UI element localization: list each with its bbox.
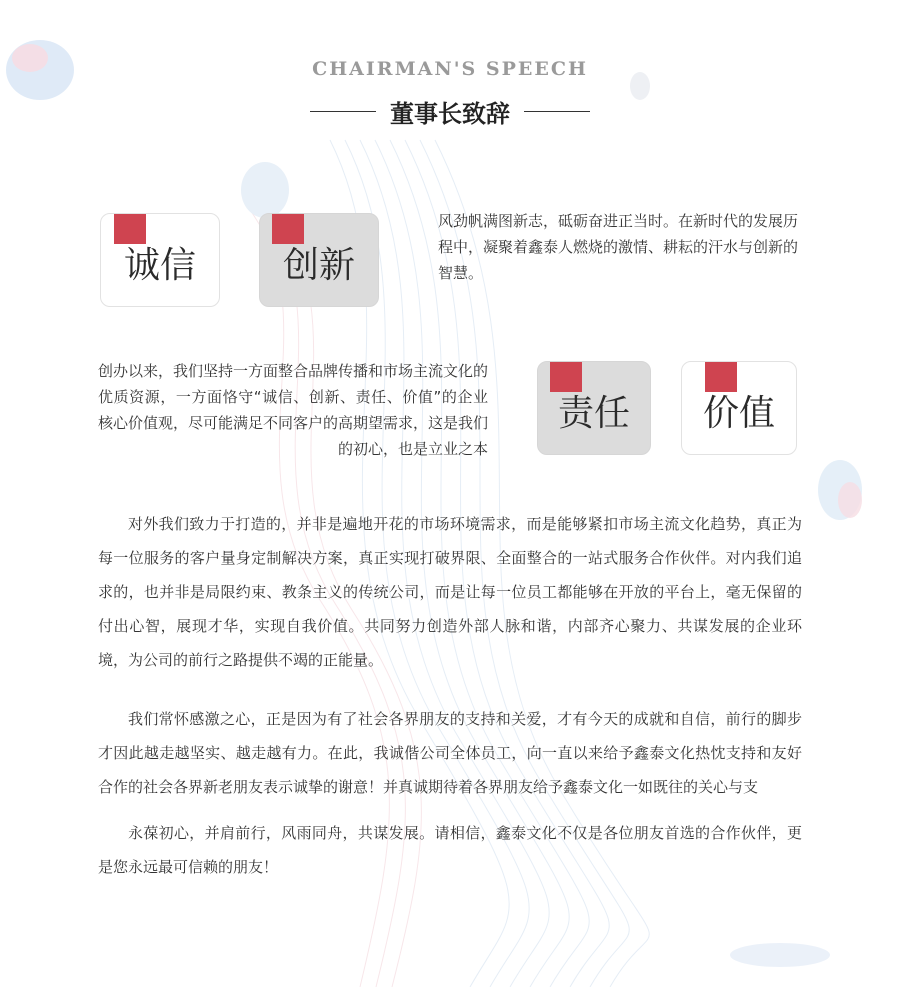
title-rule-right — [524, 111, 590, 112]
chinese-title: 董事长致辞 — [390, 100, 510, 128]
value-card-responsibility — [537, 361, 651, 455]
value-card-integrity — [100, 213, 220, 307]
page-header — [0, 58, 900, 129]
title-rule-left — [310, 111, 376, 112]
value-card-value — [681, 361, 797, 455]
mission-text: 创办以来，我们坚持一方面整合品牌传播和市场主流文化的优质资源，一方面恪守“诚信、创新、责任、价值”的企业核心价值观，尽可能满足不同客户的高期望需求，这是我们的初心，也是立业之本 — [98, 362, 489, 458]
value-card-label: 价值 — [702, 393, 775, 434]
english-title: CHAIRMAN'S SPEECH — [312, 58, 588, 80]
body-paragraph-3: 永葆初心，并肩前行，风雨同舟，共谋发展。请相信，鑫泰文化不仅是各位朋友首选的合作伙伴，更是您永远最可信赖的朋友！ — [98, 824, 802, 876]
card-accent-mark — [272, 214, 304, 244]
body-paragraph-1: 对外我们致力于打造的，并非是遍地开花的市场环境需求，而是能够紧扣市场主流文化趋势，真正为每一位服务的客户量身定制解决方案，真正实现打破界限、全面整合的一站式服务合作伙伴。对内我们追求的，也并非是局限约束、教条主义的传统公司，而是让每一位员工都能够在开放的平台上，毫无保留的付出心智，展现才华，实现自我价值。共同努力创造外部人脉和谐，内部齐心聚力、共谋发展的企业环境，为公司的前行之路提供不竭的正能量。 — [98, 515, 802, 669]
card-accent-mark — [705, 362, 737, 392]
value-card-label: 诚信 — [123, 245, 196, 286]
card-accent-mark — [114, 214, 146, 244]
value-card-label: 创新 — [282, 245, 355, 286]
card-accent-mark — [550, 362, 582, 392]
value-card-innovation — [259, 213, 379, 307]
intro-text: 风劲帆满图新志，砥砺奋进正当时。在新时代的发展历程中，凝聚着鑫泰人燃烧的激情、耕耘的汗水与创新的智慧。 — [438, 212, 799, 282]
body-paragraph-2: 我们常怀感激之心，正是因为有了社会各界朋友的支持和关爱，才有今天的成就和自信，前行的脚步才因此越走越坚实、越走越有力。在此，我诚偕公司全体员工，向一直以来给予鑫泰文化热忱支持和友好合作的社会各界新老朋友表示诚挚的谢意！并真诚期待着各界朋友给予鑫泰文化一如既往的关心与支 — [98, 710, 802, 796]
value-card-label: 责任 — [557, 393, 630, 434]
chinese-title-row — [0, 94, 900, 129]
